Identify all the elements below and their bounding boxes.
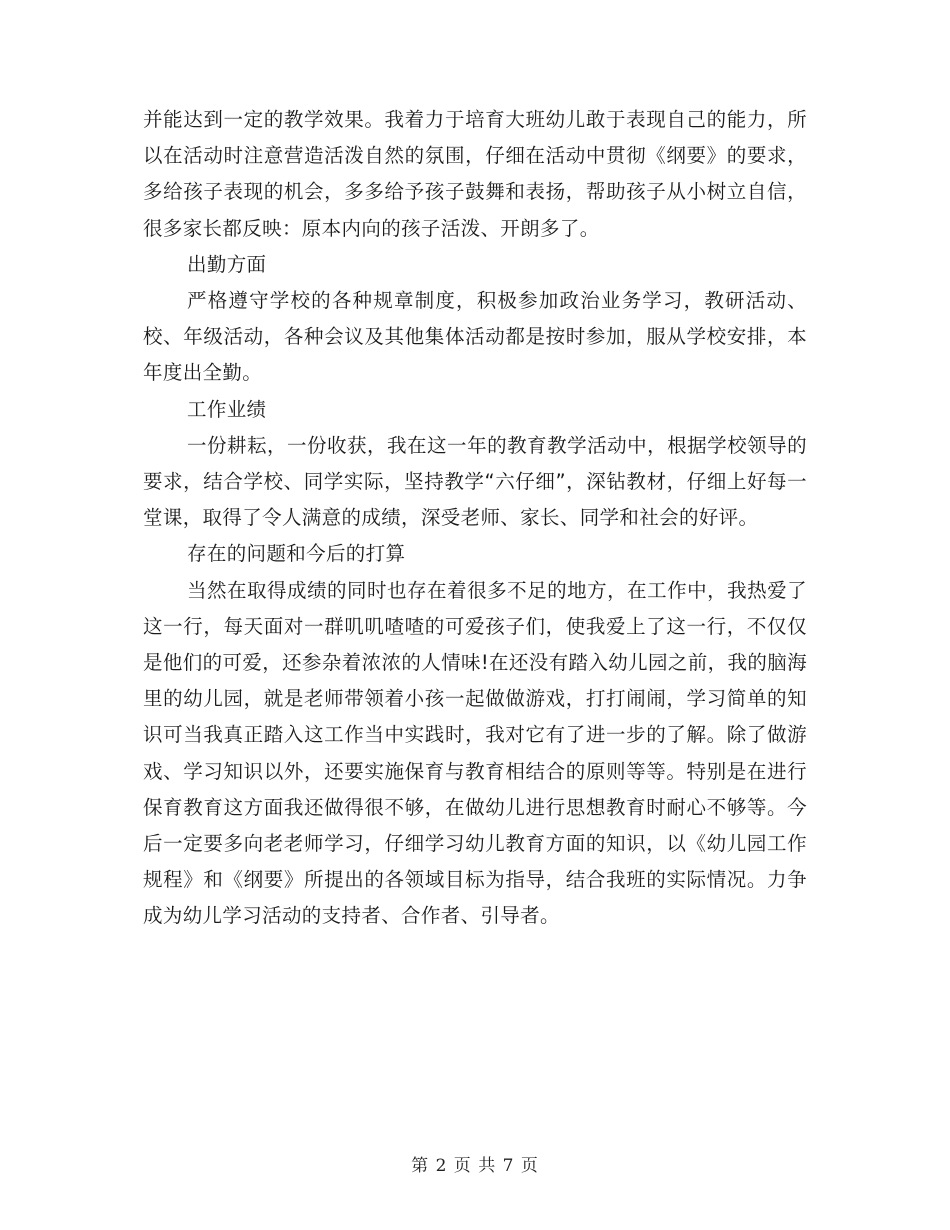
body-paragraph-2: 严格遵守学校的各种规章制度，积极参加政治业务学习，教研活动、校、年级活动，各种会议及其他集体活动都是按时参加，服从学校安排，本年度出全勤。 [143,289,807,385]
section-heading-achievements: 工作业绩 [187,397,267,421]
body-paragraph-4: 当然在取得成绩的同时也存在着很多不足的地方，在工作中，我热爱了这一行，每天面对一群叽叽喳喳的可爱孩子们，使我爱上了这一行，不仅仅是他们的可爱，还参杂着浓浓的人情味!在还没有踏入幼儿园之前，我的脑海里的幼儿园，就是老师带领着小孩一起做做游戏，打打闹闹，学习简单的知识可当我真正踏入这工作当中实践时，我对它有了进一步的了解。除了做游戏、学习知识以外，还要实施保育与教育相结合的原则等等。特别是在进行保育教育这方面我还做得很不够，在做幼儿进行思想教育时耐心不够等。今后一定要多向老老师学习，仔细学习幼儿教育方面的知识，以《幼儿园工作规程》和《纲要》所提出的各领域目标为指导，结合我班的实际情况。力争成为幼儿学习活动的支持者、合作者、引导者。 [143,578,807,928]
page-number-footer: 第 2 页 共 7 页 [411,1156,539,1176]
section-heading-attendance: 出勤方面 [187,252,267,276]
body-paragraph-1: 并能达到一定的教学效果。我着力于培育大班幼儿敢于表现自己的能力，所以在活动时注意营造活泼自然的氛围，仔细在活动中贯彻《纲要》的要求，多给孩子表现的机会，多多给予孩子鼓舞和表扬，帮助孩子从小树立自信，很多家长都反映：原本内向的孩子活泼、开朗多了。 [143,108,807,240]
page-content [143,102,807,935]
body-paragraph-3: 一份耕耘，一份收获，我在这一年的教育教学活动中，根据学校领导的要求，结合学校、同学实际，坚持教学“六仔细”，深钻教材，仔细上好每一堂课，取得了令人满意的成绩，深受老师、家长、同学和社会的好评。 [143,433,807,530]
section-heading-problems-plans: 存在的问题和今后的打算 [187,542,406,566]
